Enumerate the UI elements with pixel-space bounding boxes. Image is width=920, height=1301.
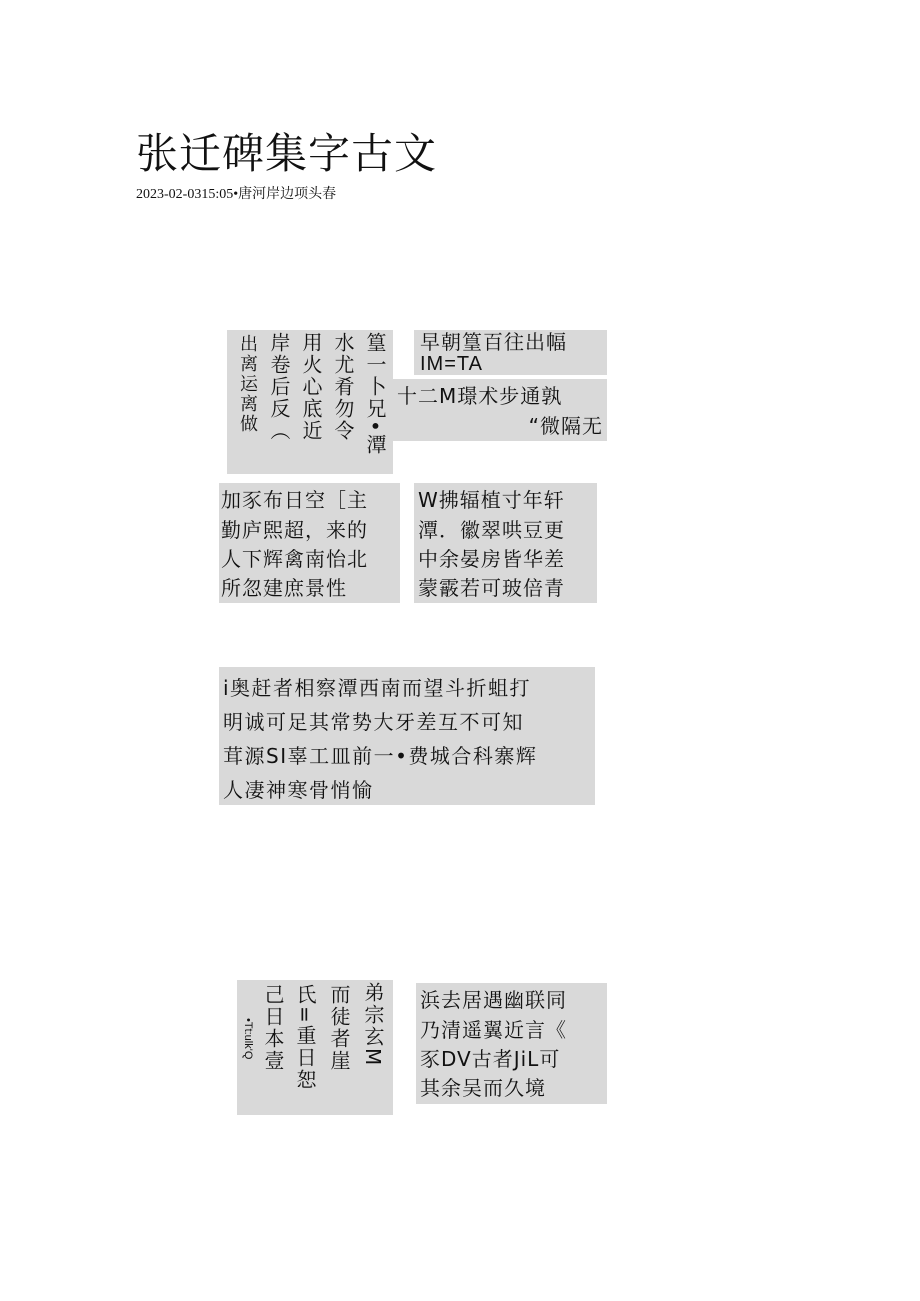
text-line: 乃清遥翼近言《	[420, 1018, 567, 1042]
article-meta: 2023-02-0315:05•唐河岸边项头春	[136, 187, 337, 202]
text-line: 豕DV古者JiL可	[420, 1047, 561, 1071]
text-block-3	[393, 379, 607, 441]
text-line: 浜去居遇幽联同	[420, 988, 567, 1012]
text-column: •Tt:ulk'Q	[242, 1018, 254, 1060]
text-line: 所忽建庶景性	[221, 576, 347, 600]
text-line: 加豕布日空［主	[221, 488, 368, 512]
text-block-8	[416, 983, 607, 1104]
text-line: 勤庐𤋮超，来的	[221, 518, 368, 542]
text-line: 十二M璟术步通孰	[397, 384, 563, 408]
text-block-2	[414, 330, 607, 375]
text-column: 己日本壹	[261, 984, 285, 1072]
text-line: W拂辐植寸年轩	[418, 488, 565, 512]
text-line: 潭．徽翠哄豆更	[418, 518, 565, 542]
text-column: 氏=重日恕	[293, 984, 317, 1091]
text-block-vertical-7	[237, 980, 393, 1115]
text-block-6	[219, 667, 595, 805]
text-line: IM=TA	[420, 353, 483, 375]
text-line: 明诚可足其常势大牙差互不可知	[223, 710, 524, 734]
text-line: 中余晏房皆华差	[418, 547, 565, 571]
text-block-4	[219, 483, 400, 603]
text-block-vertical-1	[227, 330, 393, 474]
text-column: 水尤肴勿令	[331, 332, 355, 442]
text-line: 人凄神寒骨悄愉	[223, 778, 374, 802]
text-line: “微隔无	[528, 414, 603, 438]
text-column: 用火心底近	[299, 332, 323, 442]
text-line: 早朝篁百往出幅	[420, 330, 567, 354]
text-block-5	[414, 483, 597, 603]
text-column: 而徒者崖	[327, 984, 351, 1072]
text-column: 弟宗玄M	[361, 982, 385, 1068]
text-line: i奥赶者相察潭西南而望斗折蛆打	[223, 676, 532, 700]
text-line: 其余吴而久境	[420, 1076, 546, 1100]
text-column: 出离运离做	[237, 334, 258, 434]
text-line: 茸源SI辜工皿前一•费城合科寨辉	[223, 744, 538, 768]
text-column: 篁一卜兄•潭	[363, 332, 387, 456]
text-column: 岸卷后反︵	[267, 332, 291, 442]
text-line: 人下辉禽南怡北	[221, 547, 368, 571]
article-title: 张迁碑集字古文	[136, 129, 438, 178]
text-line: 蒙霰若可玻倍青	[418, 576, 565, 600]
